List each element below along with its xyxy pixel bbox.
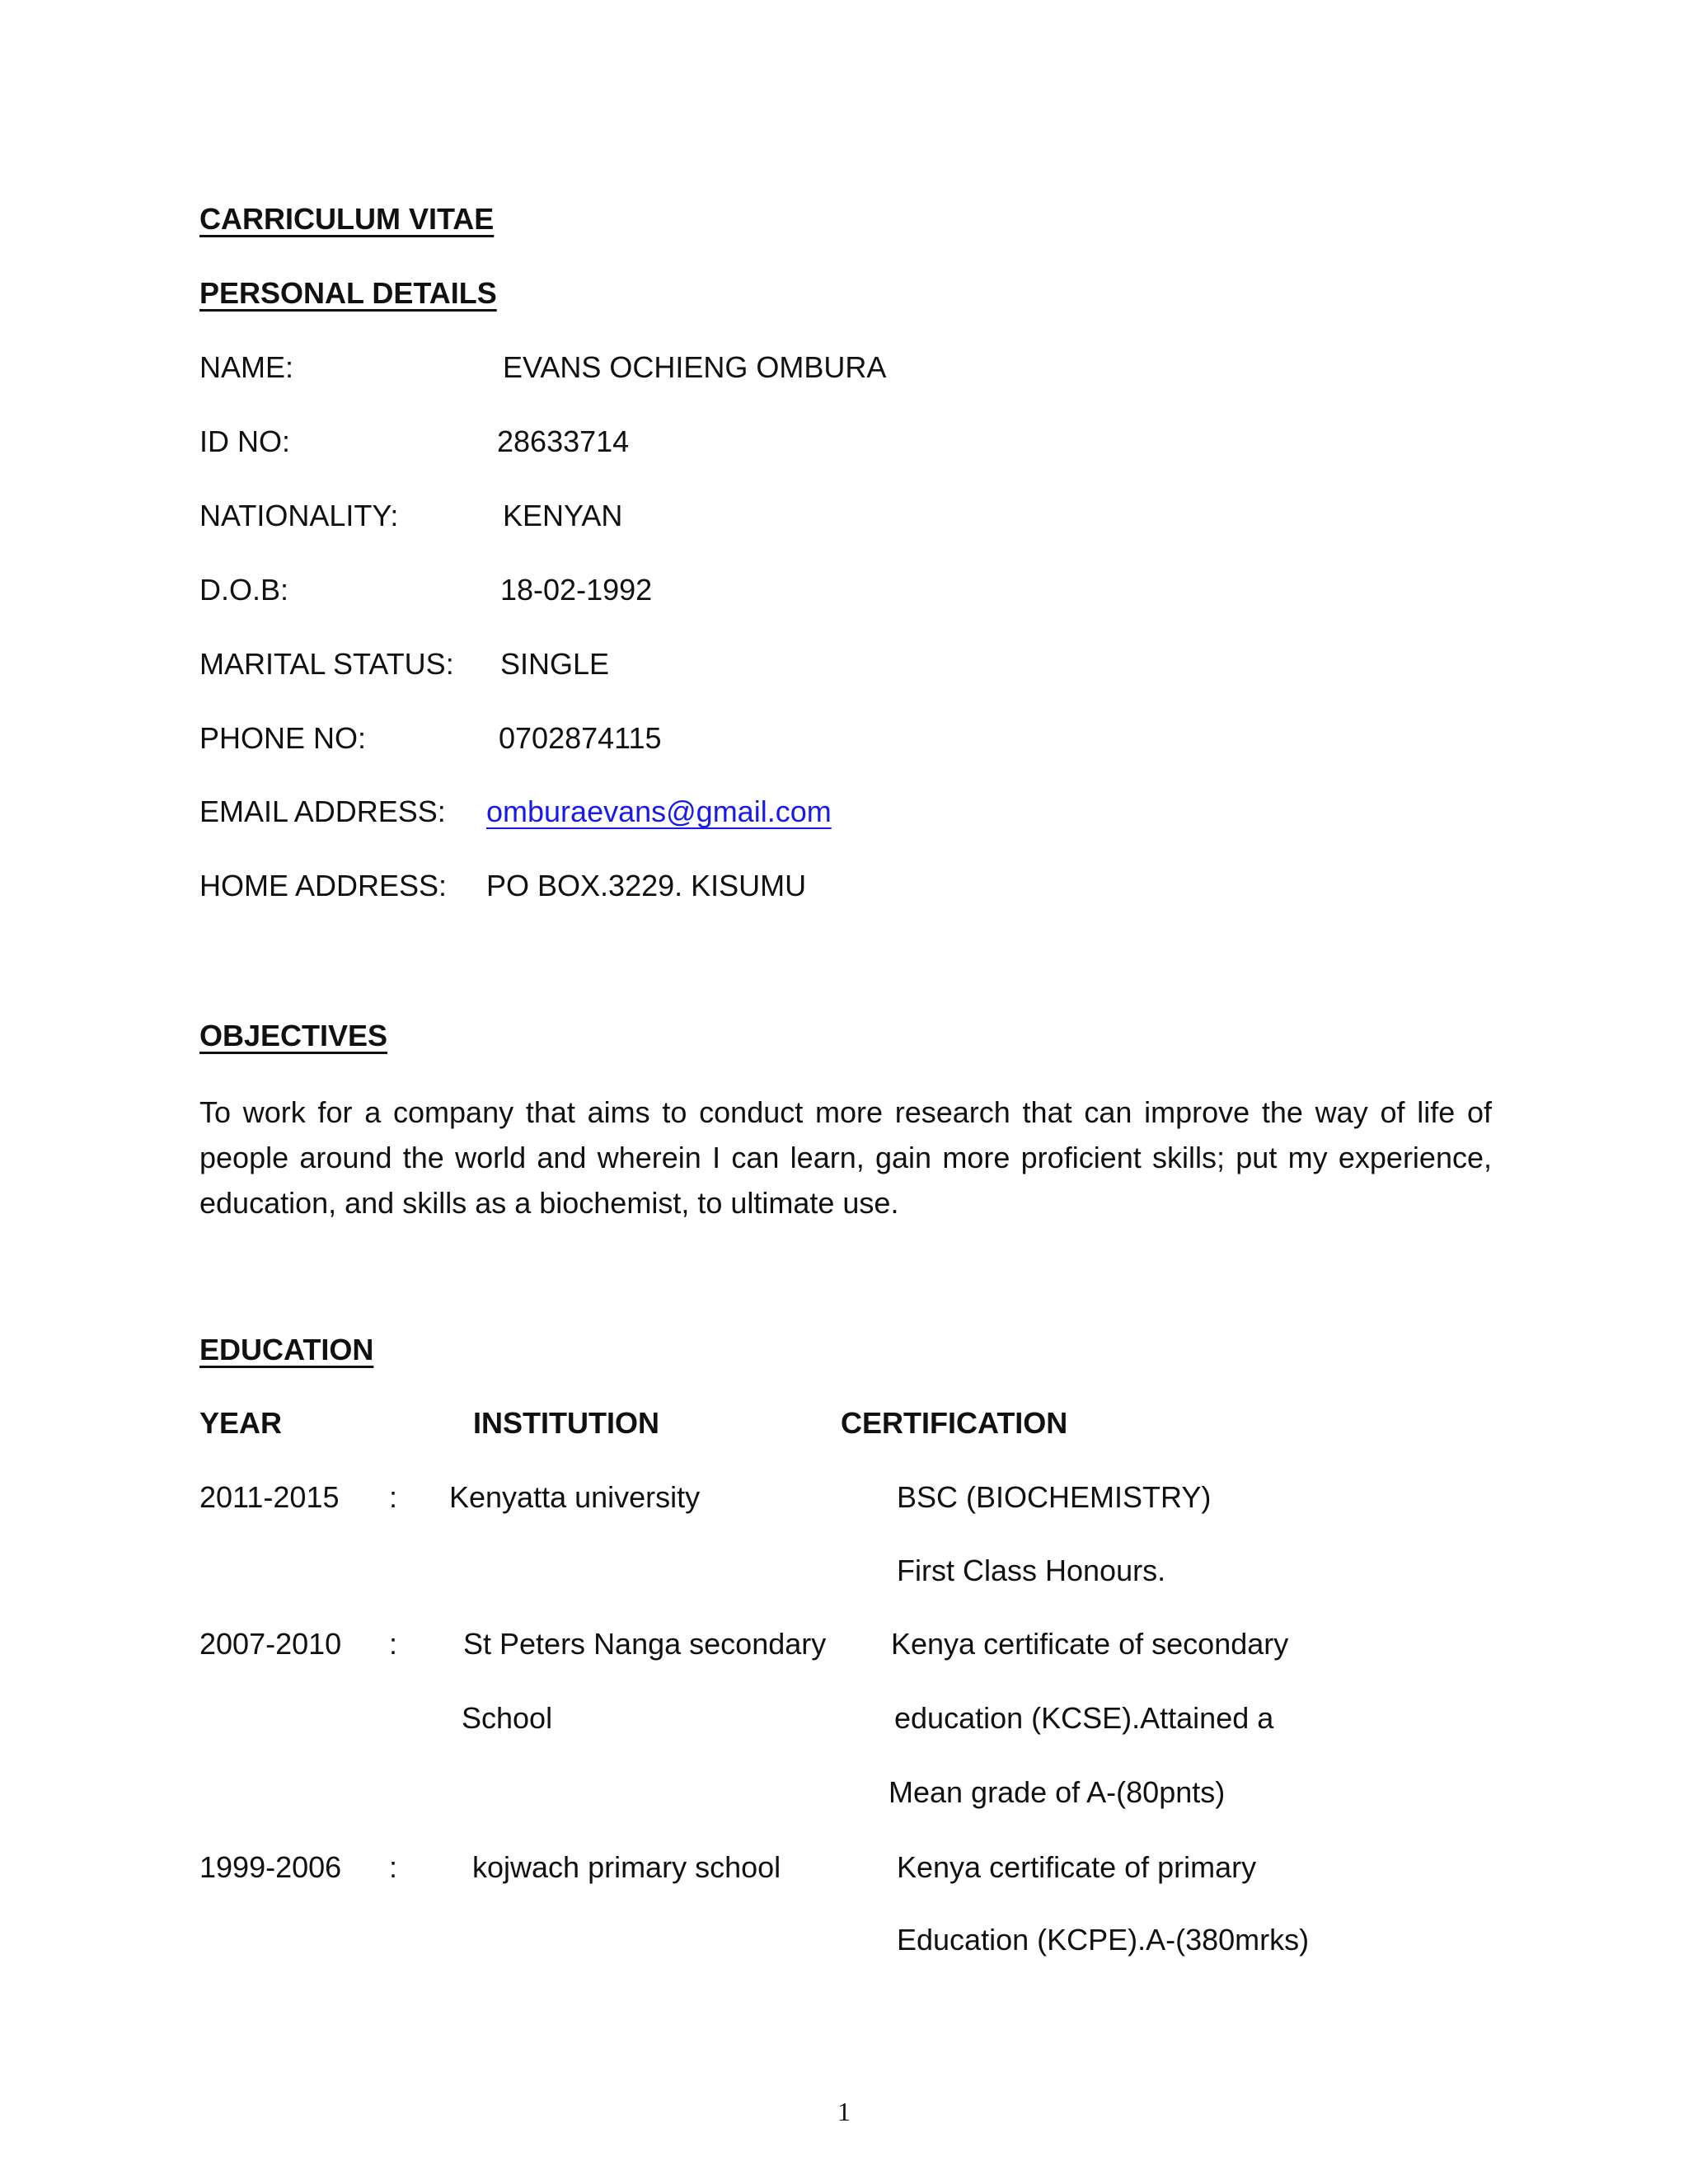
objectives-paragraph: To work for a company that aims to conduct more research that can improve the way of life of people around the world and wherein I can learn, gain more proficient skills; put my experience, education, and skills as a biochemist, to ultimate use.: [199, 1095, 1492, 1220]
marital-status-label: MARITAL STATUS:: [199, 647, 454, 681]
objectives-heading: OBJECTIVES: [199, 1019, 388, 1052]
home-address-value: PO BOX.3229. KISUMU: [486, 869, 807, 902]
education-certification: First Class Honours.: [897, 1554, 1166, 1587]
education-year: 2007-2010: [199, 1627, 342, 1661]
column-header-year: YEAR: [199, 1406, 283, 1440]
personal-details-heading: PERSONAL DETAILS: [199, 276, 497, 310]
name-value: EVANS OCHIENG OMBURA: [503, 350, 887, 384]
education-institution: kojwach primary school: [472, 1850, 781, 1884]
email-label: EMAIL ADDRESS:: [199, 794, 446, 828]
education-institution: Kenyatta university: [449, 1480, 701, 1514]
education-institution: School: [462, 1701, 553, 1735]
education-year: 1999-2006: [199, 1850, 342, 1884]
education-institution: St Peters Nanga secondary: [463, 1627, 827, 1661]
column-header-institution: INSTITUTION: [473, 1406, 659, 1440]
nationality-label: NATIONALITY:: [199, 499, 399, 532]
education-separator: :: [389, 1480, 398, 1514]
education-certification: Kenya certificate of primary: [897, 1850, 1257, 1884]
education-year: 2011-2015: [199, 1480, 340, 1514]
education-separator: :: [389, 1850, 398, 1884]
education-certification: Education (KCPE).A-(380mrks): [897, 1923, 1310, 1957]
page-number: 1: [837, 2097, 851, 2126]
education-separator: :: [389, 1627, 398, 1661]
marital-status-value: SINGLE: [500, 647, 610, 681]
phone-value: 0702874115: [499, 721, 662, 755]
document-title: CARRICULUM VITAE: [199, 202, 495, 236]
education-certification: BSC (BIOCHEMISTRY): [897, 1480, 1212, 1514]
education-certification: Kenya certificate of secondary: [891, 1627, 1289, 1661]
home-address-label: HOME ADDRESS:: [199, 869, 448, 902]
dob-label: D.O.B:: [199, 573, 289, 607]
nationality-value: KENYAN: [503, 499, 623, 532]
phone-label: PHONE NO:: [199, 721, 367, 755]
name-label: NAME:: [199, 350, 294, 384]
education-certification: education (KCSE).Attained a: [894, 1701, 1274, 1735]
id-label: ID NO:: [199, 424, 291, 458]
column-header-certification: CERTIFICATION: [841, 1406, 1068, 1440]
email-link[interactable]: omburaevans@gmail.com: [486, 794, 832, 828]
education-certification: Mean grade of A-(80pnts): [889, 1775, 1226, 1809]
id-value: 28633714: [497, 424, 630, 458]
dob-value: 18-02-1992: [500, 573, 653, 607]
education-heading: EDUCATION: [199, 1333, 374, 1366]
